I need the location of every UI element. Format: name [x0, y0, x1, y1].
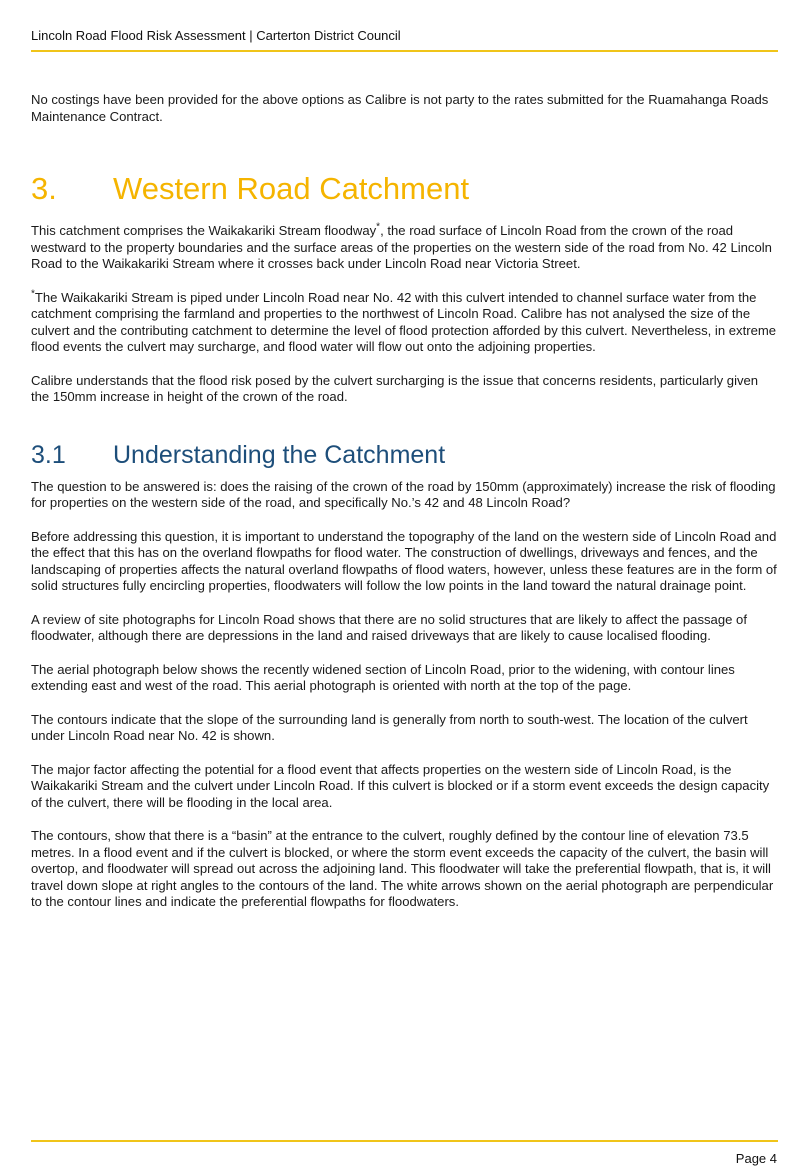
- header-divider: [31, 50, 778, 52]
- section-3-heading: [31, 171, 779, 207]
- section-3-1-paragraph: The major factor affecting the potential for a flood event that affects properties on the western side of Lincoln Road, is the Waikakariki Stream and the culvert under Lincoln Road. If this culvert is blocked or if a storm event exceeds the design capacity of the culvert, there will be flooding in the local area.: [31, 761, 770, 810]
- section-3-1-number: 3.1: [31, 440, 66, 469]
- section-3-1-paragraph: The contours, show that there is a “basin” at the entrance to the culvert, roughly defined by the contour line of elevation 73.5 metres. In a flood event and if the culvert is blocked, or where the storm event exceeds the capacity of the culvert, the basin will overtop, and floodwater will spread out across the adjoining land. This floodwater will take the preferential flowpath, that is, it will travel down slope at right angles to the contours of the land. The white arrows shown on the aerial photograph are perpendicular to the contour lines and indicate the preferential flowpaths for floodwaters.: [31, 828, 774, 909]
- section-3-title: Western Road Catchment: [113, 171, 470, 206]
- page-header: Lincoln Road Flood Risk Assessment | Carterton District Council: [31, 28, 401, 43]
- intro-paragraph: No costings have been provided for the above options as Calibre is not party to the rates submitted for the Ruamahanga Roads Maintenance Contract.: [31, 92, 769, 124]
- page-number: Page 4: [735, 1151, 777, 1166]
- section-3-1-paragraph: The question to be answered is: does the raising of the crown of the road by 150mm (approximately) increase the risk of flooding for properties on the western side of the road, and specifically No.’s 42 and 48 Lincoln Road?: [31, 478, 776, 510]
- section-3-1-paragraph: The contours indicate that the slope of the surrounding land is generally from north to south-west. The location of the culvert under Lincoln Road near No. 42 is shown.: [31, 711, 748, 743]
- footnote-asterisk: *: [31, 288, 35, 300]
- section-3-1-paragraph: The aerial photograph below shows the recently widened section of Lincoln Road, prior to the widening, with contour lines extending east and west of the road. This aerial photograph is oriented with north at the top of the page.: [31, 661, 735, 693]
- section-3-1-paragraph: A review of site photographs for Lincoln Road shows that there are no solid structures that are likely to affect the passage of floodwater, although there are depressions in the land and raised driveways that are likely to cause localised flooding.: [31, 611, 747, 643]
- document-body: [31, 92, 779, 911]
- section-3-1-paragraph: Before addressing this question, it is important to understand the topography of the land on the western side of Lincoln Road and the effect that this has on the overland flowpaths for flood water. The construction of dwellings, driveways and fences, and the landscaping of properties affects the natural overland flowpaths of flood waters, however, unless these features are in the form of solid structures fully encircling properties, floodwaters will follow the low points in the land toward the natural drainage point.: [31, 528, 777, 593]
- section-3-paragraph-1: This catchment comprises the Waikakariki Stream floodway*, the road surface of Lincoln Road from the crown of the road westward to the property boundaries and the surface areas of the properties on the western side of the road from No. 42 Lincoln Road to the Waikakariki Stream where it crosses back under Lincoln Road near Victoria Street.: [31, 221, 772, 271]
- section-3-1-title: Understanding the Catchment: [113, 440, 446, 469]
- section-3-number: 3.: [31, 171, 57, 206]
- footer-divider: [31, 1140, 778, 1142]
- section-3-paragraph-3: Calibre understands that the flood risk posed by the culvert surcharging is the issue that concerns residents, particularly given the 150mm increase in height of the crown of the road.: [31, 372, 759, 404]
- footnote-asterisk: *: [376, 221, 381, 233]
- section-3-footnote-paragraph: *The Waikakariki Stream is piped under Lincoln Road near No. 42 with this culvert intended to channel surface water from the catchment comprising the farmland and properties to the northwest of Lincoln Road. Calibre has not analysed the size of the culvert and the contributing catchment to determine the level of flood protection afforded by this culvert. Nevertheless, in extreme flood events the culvert may surcharge, and flood water will flow out onto the adjoining properties.: [31, 288, 777, 354]
- section-3-1-heading: [31, 440, 779, 470]
